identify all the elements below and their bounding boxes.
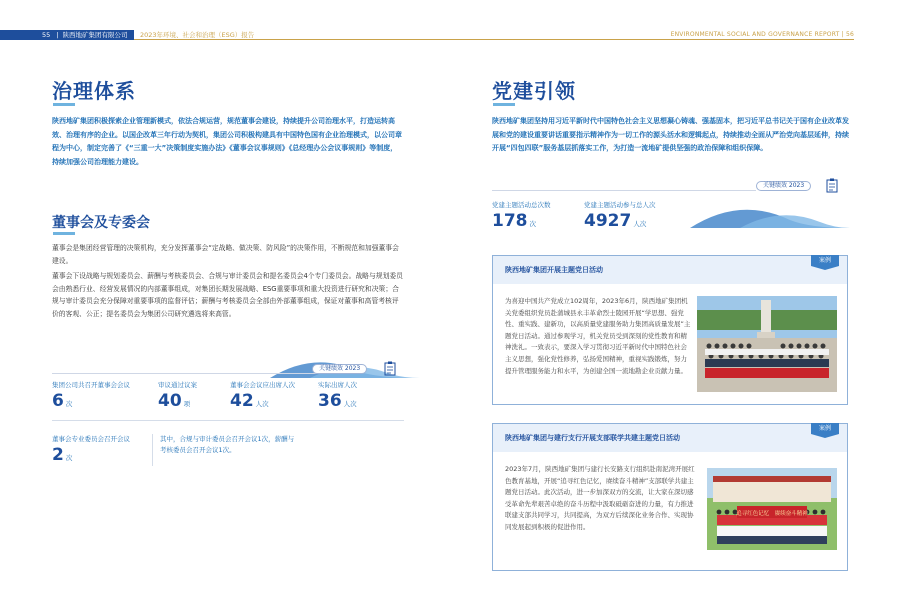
stat-required-attendance [230,380,295,411]
stat-value [230,391,295,411]
page-header [0,30,900,44]
party-title: 党建引领 [492,79,576,103]
party-intro: 陕西地矿集团坚持用习近平新时代中国特色社会主义思想凝心铸魂、强基固本，把习近平总书记关于国有企业改革发展和党的建设重要讲话重要指示精神作为一切工作的源头活水和逻辑起点，持续推动全面从严治党向基层延伸，持续开展“四包四联”服务基层抓落实工作，为打造一流地矿提供坚强的政治保障和组织保障。 [492,117,849,152]
case-box-2 [492,423,848,571]
stat-label: 集团公司共召开董事会会议 [52,381,130,389]
stat-label: 党建主题活动参与总人次 [584,201,656,209]
board-paragraph-2: 董事会下设战略与规划委员会、薪酬与考核委员会、合规与审计委员会和提名委员会4个专门委员会。战略与规划委员会由熟悉行业、经营发展情况的内部董事组成，对集团长期发展战略、ESG重要事项和重大投资进行研究和决策；合规与审计委员会充分保障对重要事项的监督评估；薪酬与考核委员会全部由外部董事组成，保证对董事和高管考核评价的客观、公正；提名委员会为集团公司研究遴选将来高管。 [52,272,403,318]
perf-rule-right [492,190,756,191]
stat-unit: 次 [65,454,73,462]
stat-value [584,211,656,231]
stat-unit: 项 [183,400,191,408]
board-section-title: 董事会及专委会 [52,215,150,231]
case-title: 陕西地矿集团开展主题党日活动 [505,266,603,274]
perf-tag-right: 关键绩效 2023 [756,181,811,191]
mountain-decoration-right [690,196,850,228]
stat-number: 42 [230,391,254,411]
stat-value [158,391,197,411]
case-box-1 [492,255,848,405]
stat-unit: 人次 [255,400,269,408]
header-separator: | [56,31,59,39]
stats-vertical-divider [152,434,153,466]
stat-label: 董事会会议应出席人次 [230,381,295,389]
stat-unit: 人次 [343,400,357,408]
stat-label: 审议通过议案 [158,381,197,389]
stat-number: 36 [318,391,342,411]
header-report-en: ENVIRONMENTAL SOCIAL AND GOVERNANCE REPORT [670,31,840,38]
right-page-number: 56 [845,31,854,38]
case-title: 陕西地矿集团与建行支行开展支部联学共建主题党日活动 [505,434,680,442]
stats-divider [52,420,404,421]
perf-rule-left [52,373,352,374]
stat-unit: 次 [529,220,536,228]
governance-intro: 陕西地矿集团积极探索企业管理新模式，依法合规运营，规范董事会建设，持续提升公司治理水平，打造运转高效、治理有序的企业。以国企改革三年行动为契机，集团公司积极构建具有中国特色国有企业治理模式，以公司章程为中心，制定完善了《“三重一大”决策制度实施办法》《董事会议事规则》《总经理办公会议事规则》等制度，持续加强公司治理能力建设。 [52,117,402,166]
clipboard-icon [826,178,839,193]
stat-number: 4927 [584,211,632,231]
header-separator-right: | [841,31,844,38]
left-page-number: 55 [42,31,51,39]
stat-value [318,391,357,411]
stat-number: 178 [492,211,528,231]
case-badge: 案例 [811,423,839,434]
stat-value [52,445,130,465]
case-badge: 案例 [811,255,839,266]
subtitle-accent-bar [53,232,75,235]
governance-title: 治理体系 [52,79,136,103]
stat-number: 40 [158,391,182,411]
case-text: 为喜迎中国共产党成立102周年，2023年6月，陕西地矿集团机关党委组织党员赴蒲城县永丰革命烈士陵园开展“学思想、强党性、重实践、建新功，以高质量党建服务助力集团高质量发展”主题党日活动。通过参观学习，机关党员受到深刻的党性教育和精神洗礼。一致表示，要深入学习贯彻习近平新时代中国特色社会主义思想，强化党性修养，弘扬爱国精神，重视实践锻炼，努力提升管理服务能力和水平，为创建全国一流地勘企业贡献力量。 [505,297,691,375]
case-photo-memorial [697,296,837,392]
board-paragraph-1: 董事会是集团经营管理的决策机构，充分发挥董事会“定战略、做决策、防风险”的决策作用，不断规范和加强董事会建设。 [52,244,399,265]
banner-text: 追寻红色记忆 赓续奋斗精神 [736,511,808,517]
perf-tag-left: 关键绩效 2023 [312,364,367,374]
stat-board-meetings [52,380,130,411]
committee-note: 其中，合规与审计委员会召开会议1次，薪酬与考核委员会召开会议1次。 [160,435,295,454]
stat-unit: 人次 [633,220,647,228]
stat-committee-meetings [52,434,130,465]
stat-value [492,211,551,231]
stat-party-activities [492,200,551,231]
stat-actual-attendance [318,380,357,411]
stat-label: 实际出席人次 [318,381,357,389]
header-right [671,30,854,40]
header-company: 陕西地矿集团有限公司 [62,31,128,39]
party-title-accent-bar [493,103,515,106]
stat-number: 6 [52,391,64,411]
stat-value [52,391,130,411]
case-text: 2023年7月，陕西地矿集团与建行长安路支行组织赴南泥湾开展红色教育基地，开展“追寻红色记忆，赓续奋斗精神”支部联学共建主题党日活动。此次活动，进一步加深双方的交流，让大家在深切感受革命先辈艰苦卓绝的奋斗历程中汲取砥砺奋进的力量，有力推进联建支部共同学习，共同提高，为双方后续深化业务合作、实现协同发展起到积极的促进作用。 [505,465,695,531]
header-report-title: 2023年环境、社会和治理（ESG）报告 [140,31,255,39]
stat-party-participants [584,200,656,231]
stat-number: 2 [52,445,64,465]
case-photo-group [707,468,837,550]
header-left-band [0,30,134,40]
stat-label: 董事会专业委员会召开会议 [52,435,130,443]
stat-proposals [158,380,197,411]
title-accent-bar [53,103,75,106]
clipboard-icon [384,361,397,376]
stat-unit: 次 [65,400,73,408]
stat-label: 党建主题活动总次数 [492,201,551,209]
